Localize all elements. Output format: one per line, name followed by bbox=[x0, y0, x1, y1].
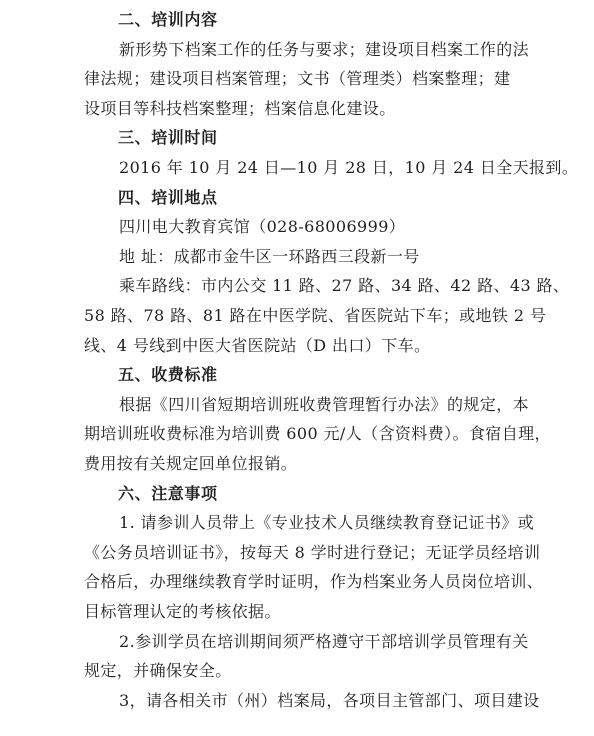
section-heading-time: 三、培训时间 bbox=[118, 128, 218, 148]
paragraph-line: 期培训班收费标准为培训费 600 元/人（含资料费）。食宿自理， bbox=[84, 424, 551, 444]
paragraph-line: 规定，并确保安全。 bbox=[84, 661, 232, 681]
paragraph-line: 目标管理认定的考核依据。 bbox=[84, 602, 281, 621]
section-heading-content: 二、培训内容 bbox=[118, 10, 218, 29]
paragraph-line: 58 路、78 路、81 路在中医学院、省医院站下车；或地铁 2 号 bbox=[84, 306, 547, 325]
section-heading-location: 四、培训地点 bbox=[118, 187, 218, 207]
paragraph-line: 费用按有关规定回单位报销。 bbox=[84, 454, 298, 473]
paragraph-line: 律法规；建设项目档案管理；文书（管理类）档案整理；建 bbox=[84, 69, 511, 89]
section-heading-notes: 六、注意事项 bbox=[118, 483, 218, 503]
paragraph-line: 设项目等科技档案整理；档案信息化建设。 bbox=[84, 98, 396, 118]
paragraph-line: 四川电大教育宾馆（028-68006999） bbox=[119, 217, 406, 237]
paragraph-line: 根据《四川省短期培训班收费管理暂行办法》的规定，本 bbox=[119, 394, 530, 414]
paragraph-line: 2016 年 10 月 24 日—10 月 28 日，10 月 24 日全天报到。 bbox=[119, 158, 579, 177]
section-heading-fees: 五、收费标准 bbox=[118, 365, 218, 385]
paragraph-line: 地 址：成都市金牛区一环路西三段新一号 bbox=[119, 246, 420, 266]
paragraph-line: 线、4 号线到中医大省医院站（D 出口）下车。 bbox=[84, 335, 431, 355]
paragraph-line: 《公务员培训证书》，按每天 8 学时进行登记；无证学员经培训 bbox=[84, 542, 541, 562]
paragraph-line: 乘车路线：市内公交 11 路、27 路、34 路、42 路、43 路、 bbox=[119, 276, 570, 296]
paragraph-line: 1. 请参训人员带上《专业技术人员继续教育登记证书》或 bbox=[119, 513, 535, 533]
paragraph-line: 2.参训学员在培训期间须严格遵守干部培训学员管理有关 bbox=[119, 631, 529, 651]
paragraph-line: 3，请各相关市（州）档案局，各项目主管部门、项目建设 bbox=[119, 690, 540, 710]
paragraph-line: 新形势下档案工作的任务与要求；建设项目档案工作的法 bbox=[119, 39, 530, 59]
paragraph-line: 合格后，办理继续教育学时证明，作为档案业务人员岗位培训、 bbox=[84, 572, 544, 592]
